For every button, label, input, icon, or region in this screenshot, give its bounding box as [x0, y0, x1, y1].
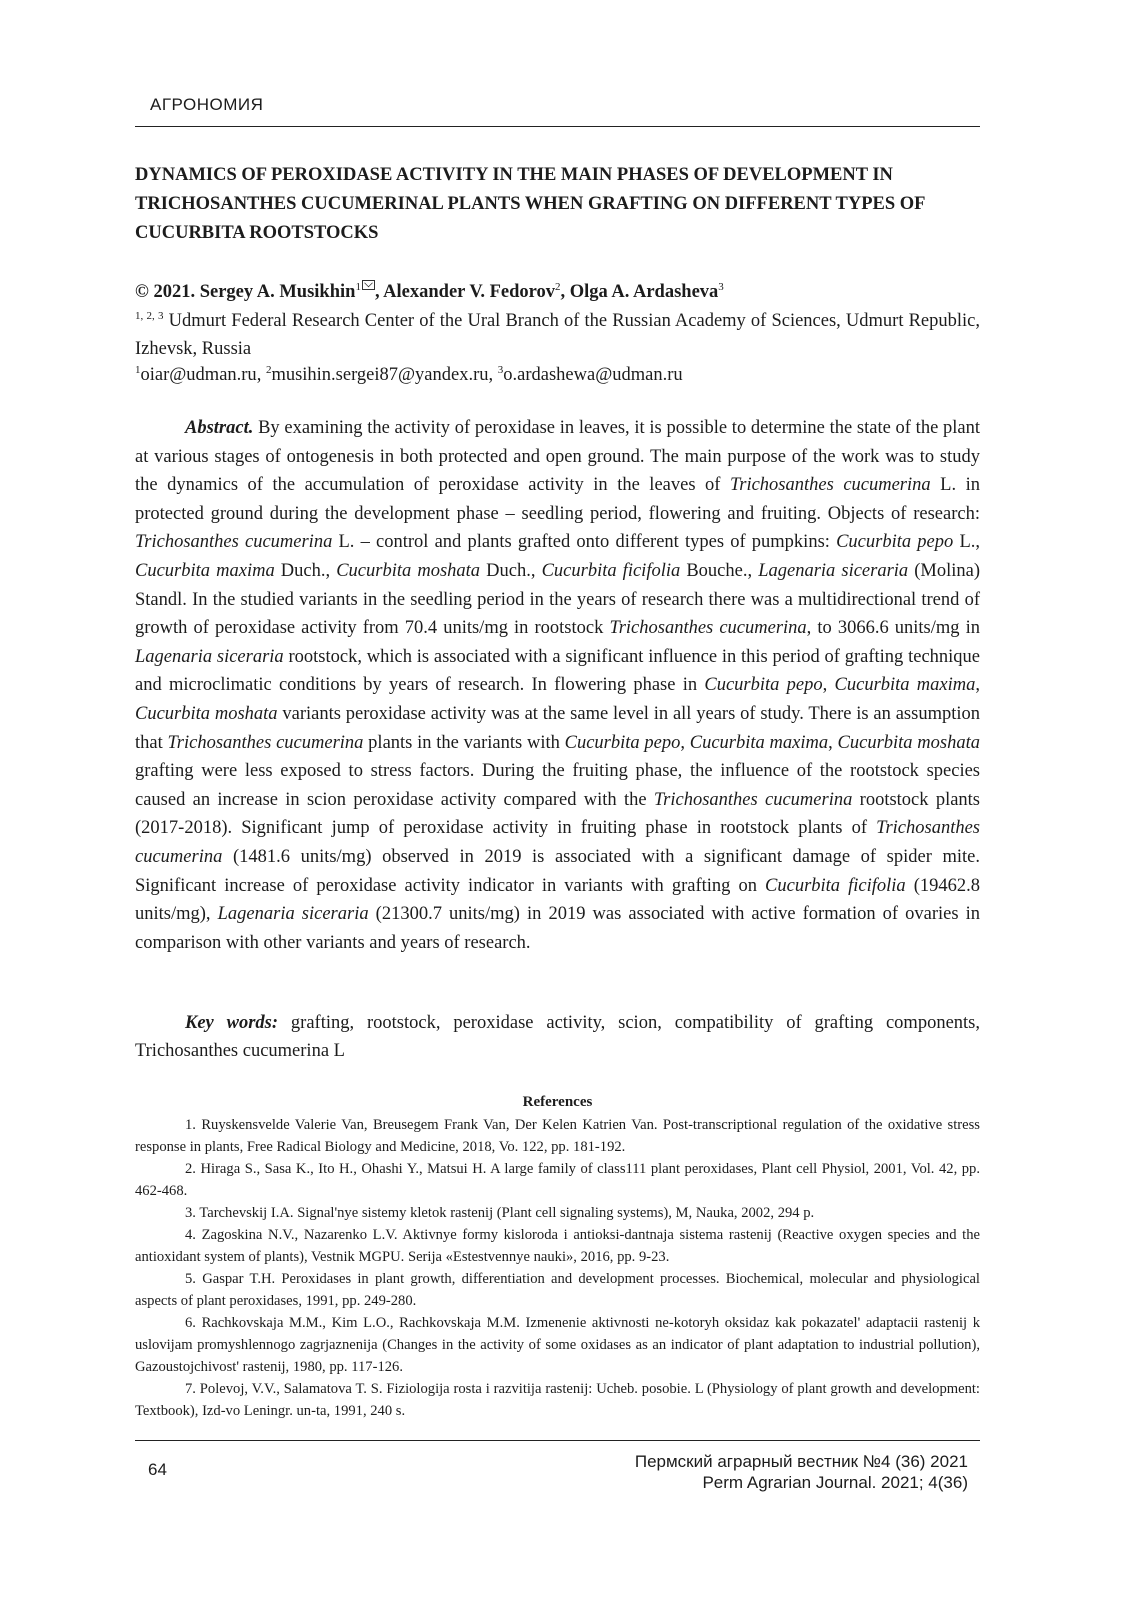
keywords-label: Key words: — [185, 1013, 279, 1033]
species-name: Trichosanthes cucumerina — [135, 818, 980, 867]
species-name: Cucurbita pepo — [704, 675, 823, 696]
species-name: Lagenaria siceraria — [758, 560, 909, 581]
abstract-body — [135, 418, 980, 953]
abstract-text: (1481.6 units/mg) observed in 2019 is associated with a significant damage of spider mite. Significant increase of peroxidase activity indicator in variants with grafting on — [135, 846, 980, 896]
species-name: Cucurbita moshata — [837, 732, 981, 753]
abstract-text: (21300.7 units/mg) in 2019 was associated with active formation of ovaries in comparison with other variants and years of research. — [135, 904, 981, 953]
author-sup: 3 — [718, 281, 724, 293]
journal-name-en: Perm Agrarian Journal. 2021; 4(36) — [702, 1473, 968, 1492]
references-list — [135, 1114, 980, 1422]
abstract-text: (Molina) Standl. In the studied variants in the seedling period in the years of research there was a multidirectional trend of growth of peroxidase activity from 70.4 units/mg in rootstock — [135, 560, 981, 639]
species-name: Trichosanthes cucumerina — [729, 475, 931, 496]
species-name: Trichosanthes cucumerina — [135, 532, 333, 553]
species-name: Cucurbita ficifolia — [765, 875, 906, 896]
species-name: Lagenaria siceraria — [135, 646, 284, 667]
author-3 — [570, 282, 724, 302]
keywords-text: grafting, rootstock, peroxidase activity, scion, compatibility of grafting components, Trichosanthes cucumerina L — [135, 1013, 980, 1061]
emails: $^1$oiar@udman.ru, $^2$musihin.sergei87@yandex.ru, $^3$o.ardashewa@udman.ru — [135, 364, 683, 386]
abstract-text: , — [680, 732, 690, 753]
abstract-text: , — [975, 675, 980, 696]
references-heading: References — [522, 1094, 593, 1110]
abstract-text: , to 3066.6 units/mg in — [806, 618, 981, 639]
affiliation-text: Udmurt Federal Research Center of the Ural Branch of the Russian Academy of Sciences, Udmurt Republic, Izhevsk, Russia — [135, 311, 980, 360]
abstract-text: plants in the variants with — [363, 732, 565, 753]
reference-item: 3. Tarchevskij I.A. Signal'nye sistemy kletok rastenij (Plant cell signaling systems), M, Nauka, 2002, 294 p. — [185, 1205, 815, 1221]
page-number: 64 — [148, 1460, 167, 1479]
species-name: Cucurbita pepo — [836, 532, 954, 553]
abstract-label: Abstract. — [185, 418, 254, 438]
email-link[interactable]: o.ardashewa@udman.ru — [503, 365, 683, 386]
species-name: Lagenaria siceraria — [217, 904, 369, 925]
species-name: Trichosanthes cucumerina — [609, 618, 807, 639]
abstract-text: variants peroxidase activity was at the same level in all years of study. There is an assumption that — [135, 703, 980, 753]
author-1 — [200, 282, 375, 302]
abstract-text: Bouche., — [680, 560, 759, 581]
email-sup: 2 — [265, 364, 272, 376]
email-sup: 3 — [497, 364, 504, 376]
abstract-text: Duch., — [274, 560, 337, 581]
footer-rule — [135, 1440, 980, 1441]
author-name: Olga A. Ardasheva — [569, 282, 719, 303]
reference-item: 5. Gaspar T.H. Peroxidases in plant growth, differentiation and development processes. Biochemical, molecular and physiological aspects of plant peroxidases, 1991, pp. 249-280. — [135, 1271, 980, 1309]
author-line: © 2021. Sergey A. Musikhin$^1$ , Alexander V. Fedorov$^2$, Olga A. Ardasheva$^3$ — [135, 281, 724, 303]
author-name: Sergey A. Musikhin — [199, 282, 356, 303]
author-sup: 2 — [555, 281, 561, 293]
author-name: Alexander V. Fedorov — [383, 282, 555, 303]
reference-item: 1. Ruyskensvelde Valerie Van, Breusegem Frank Van, Der Kelen Katrien Van. Post-transcriptional regulation of the oxidative stress response in plants, Free Radical Biology and Medicine, 2018, Vo. 122, pp. 181-192. — [135, 1117, 980, 1155]
abstract-text: , — [822, 675, 835, 696]
abstract-text: Duch., — [480, 560, 542, 581]
journal-page — [135, 0, 980, 1601]
header-rule — [135, 126, 980, 127]
abstract-text: rootstock plants (2017-2018). Significant jump of peroxidase activity in fruiting phase in rootstock plants of — [135, 789, 981, 839]
email-link[interactable]: oiar@udman.ru — [140, 365, 257, 386]
copyright: © 2021. — [135, 282, 196, 303]
email-link[interactable]: musihin.sergei87@yandex.ru — [271, 365, 489, 386]
author-2 — [383, 282, 560, 302]
journal-name-ru: Пермский аграрный вестник №4 (36) 2021 — [634, 1452, 968, 1471]
author-sup: 1 — [355, 281, 361, 293]
species-name: Cucurbita pepo — [564, 732, 681, 753]
reference-item: 6. Rachkovskaja M.M., Kim L.O., Rachkovskaja M.M. Izmenenie aktivnosti ne-kotoryh oksidaz kak pokazatel' adaptacii rastenij k uslovijam promyshlennogo zagrjaznenija (Changes in the activity of some oxidases as an indicator of plant adaptation to industrial pollution), Gazoustojchivost' rastenij, 1980, pp. 117-126. — [135, 1315, 980, 1375]
reference-item: 2. Hiraga S., Sasa K., Ito H., Ohashi Y., Matsui H. A large family of class111 plant peroxidases, Plant cell Physiol, 2001, Vol. 42, pp. 462-468. — [135, 1161, 980, 1199]
abstract — [135, 414, 980, 957]
species-name: Cucurbita moshata — [336, 560, 481, 581]
abstract-text: rootstock, which is associated with a significant influence in this period of grafting technique and microclimatic conditions by years of research. In flowering phase in — [135, 646, 981, 696]
abstract-text: L., — [953, 532, 980, 553]
journal-info — [635, 1451, 968, 1493]
affiliation — [135, 302, 980, 363]
abstract-text: L. – control and plants grafted onto different types of pumpkins: — [332, 532, 837, 553]
species-name: Cucurbita maxima — [689, 732, 829, 753]
reference-item: 7. Polevoj, V.V., Salamatova T. S. Fiziologija rosta i razvitija rastenij: Ucheb. posobie. L (Physiology of plant growth and development: Textbook), Izd-vo Leningr. un-ta, 1991, 240 s. — [135, 1381, 980, 1419]
abstract-text: grafting were less exposed to stress factors. During the fruiting phase, the influence of the rootstock species caused an increase in scion peroxidase activity compared with the — [135, 761, 980, 810]
abstract-text: By examining the activity of peroxidase in leaves, it is possible to determine the state of the plant at various stages of ontogenesis in both protected and open ground. The main purpose of the work was to study the dynamics of the accumulation of peroxidase activity in the leaves of — [135, 418, 980, 496]
abstract-text: (19462.8 units/mg), — [135, 875, 980, 925]
species-name: Cucurbita maxima — [834, 675, 976, 696]
abstract-text: , — [828, 732, 838, 753]
species-name: Trichosanthes cucumerina — [167, 732, 364, 753]
envelope-icon — [362, 280, 375, 290]
reference-item: 4. Zagoskina N.V., Nazarenko L.V. Aktivnye formy kisloroda i antioksi-dantnaja sistema rastenij (Reactive oxygen species and the antioxidant system of plants), Vestnik MGPU. Serija «Estestvennye nauki», 2016, pp. 9-23. — [135, 1227, 980, 1265]
article-title: DYNAMICS OF PEROXIDASE ACTIVITY IN THE MAIN PHASES OF DEVELOPMENT IN TRICHOSANTHES CUCUMERINAL PLANTS WHEN GRAFTING ON DIFFERENT TYPES OF CUCURBITA ROOTSTOCKS — [135, 165, 925, 243]
email-sup: 1 — [135, 364, 141, 376]
species-name: Cucurbita ficifolia — [541, 560, 681, 581]
species-name: Trichosanthes cucumerina — [653, 789, 853, 810]
abstract-text: L. in protected ground during the development phase – seedling period, flowering and fruiting. Objects of research: — [135, 475, 980, 524]
species-name: Cucurbita maxima — [135, 560, 275, 581]
running-head: АГРОНОМИЯ — [150, 95, 264, 114]
species-name: Cucurbita moshata — [135, 703, 278, 724]
keywords — [135, 1009, 980, 1065]
affiliation-sup: 1, 2, 3 — [135, 310, 164, 322]
